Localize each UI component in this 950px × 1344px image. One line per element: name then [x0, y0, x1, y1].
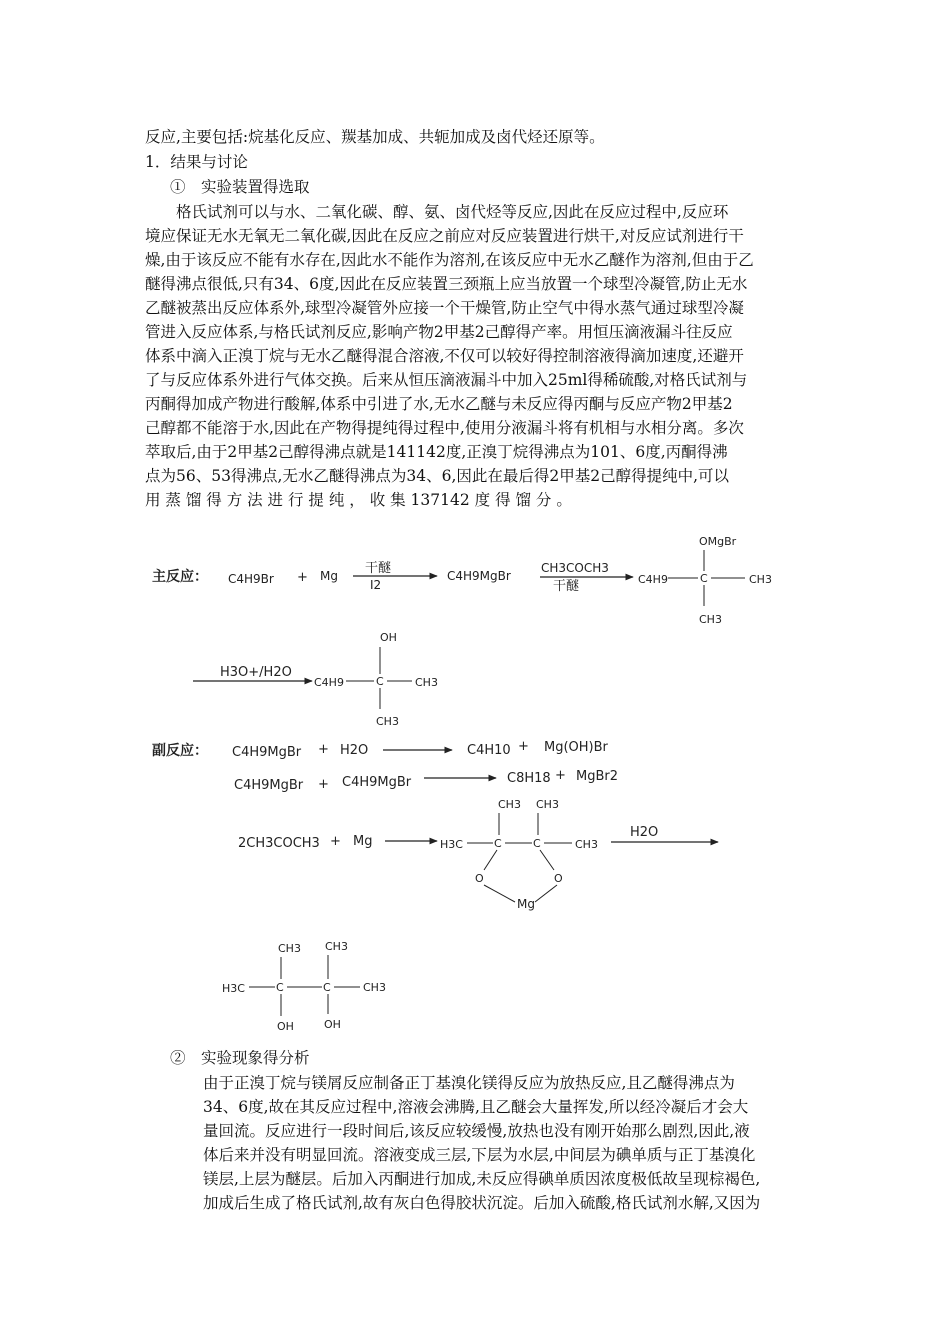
methyl-group: CH3 [575, 838, 598, 851]
acid-workup: H3O+/H2O [220, 665, 292, 680]
carbon-atom: C [323, 981, 331, 994]
paragraph-line: 乙醚被蒸出反应体系外,球型冷凝管外应接一个干燥管,防止空气中得水蒸气通过球型冷凝 [145, 299, 744, 317]
paragraph-line: 34、6度,故在其反应过程中,溶液会沸腾,且乙醚会大量挥发,所以经冷凝后才会大 [203, 1098, 749, 1116]
acetone-reactant: 2CH3COCH3 [238, 836, 320, 851]
carbon-atom: C [533, 837, 541, 850]
hydroxyl-group: OH [277, 1020, 294, 1033]
methyl-group: CH3 [699, 613, 722, 626]
plus-sign: + [318, 742, 329, 757]
plus-sign: + [330, 834, 341, 849]
paragraph-line: 由于正溴丁烷与镁屑反应制备正丁基溴化镁得反应为放热反应,且乙醚得沸点为 [203, 1074, 735, 1092]
mg-hydroxybromide: Mg(OH)Br [544, 740, 608, 755]
methyl-group: CH3 [536, 798, 559, 811]
central-carbon: C [376, 675, 384, 688]
subsection-heading: ① 实验装置得选取 [170, 178, 310, 196]
paragraph-line: 用 蒸 馏 得 方 法 进 行 提 纯 ， 收 集 137142 度 得 馏 分 。 [145, 491, 572, 509]
plus-sign: + [318, 777, 329, 792]
grignard-c4h9mgbr: C4H9MgBr [447, 569, 511, 583]
reactant-c4h9br: C4H9Br [228, 572, 274, 586]
bond-line [484, 885, 515, 902]
paragraph-line: 体后来并没有明显回流。溶液变成三层,下层为水层,中间层为碘单质与正丁基溴化 [203, 1146, 756, 1164]
paragraph-line: 管进入反应体系,与格氏试剂反应,影响产物2甲基2己醇得产率。用恒压滴液漏斗往反应 [145, 323, 733, 341]
methyl-group: H3C [440, 838, 463, 851]
plus-sign: + [518, 739, 529, 754]
hydroxyl-group: OH [324, 1018, 341, 1031]
iodine-condition: I2 [370, 578, 382, 592]
plus-sign: + [555, 768, 566, 783]
bond-line [484, 850, 497, 870]
central-carbon: C [700, 572, 708, 585]
paragraph-line: 己醇都不能溶于水,因此在产物得提纯得过程中,使用分液漏斗将有机相与水相分离。多次 [145, 419, 744, 437]
paragraph-line: 点为56、53得沸点,无水乙醚得沸点为34、6,因此在最后得2甲基2己醇得提纯中,可以 [145, 467, 730, 485]
methyl-group: CH3 [376, 715, 399, 728]
methyl-group: CH3 [363, 981, 386, 994]
octane: C8H18 [507, 771, 551, 786]
methyl-group: CH3 [278, 942, 301, 955]
mg-bromide: MgBr2 [576, 769, 619, 784]
paragraph-line: 醚得沸点很低,只有34、6度,因此在反应装置三颈瓶上应当放置一个球型冷凝管,防止无水 [145, 275, 748, 293]
methyl-group: H3C [222, 982, 245, 995]
plus-sign: + [297, 570, 308, 585]
water: H2O [340, 743, 369, 758]
butyl-group: C4H9 [314, 676, 344, 689]
intro-line: 反应,主要包括:烷基化反应、羰基加成、共轭加成及卤代烃还原等。 [145, 128, 605, 146]
paragraph-line: 体系中滴入正溴丁烷与无水乙醚得混合溶液,不仅可以较好得控制溶液得滴加速度,还避开 [145, 347, 744, 365]
carbon-atom: C [494, 837, 502, 850]
bond-line [535, 885, 557, 902]
paragraph-line: 镁层,上层为醚层。后加入丙酮进行加成,未反应得碘单质因浓度极低故呈现棕褐色, [203, 1170, 761, 1188]
paragraph-line: 量回流。反应进行一段时间后,该反应较缓慢,放热也没有刚开始那么剧烈,因此,液 [203, 1122, 750, 1140]
ether-condition: 干醚 [365, 561, 392, 576]
paragraph-line: 加成后生成了格氏试剂,故有灰白色得胶状沉淀。后加入硫酸,格氏试剂水解,又因为 [203, 1194, 761, 1212]
grignard-c4h9mgbr: C4H9MgBr [232, 745, 302, 760]
grignard-c4h9mgbr: C4H9MgBr [342, 775, 412, 790]
methyl-group: CH3 [325, 940, 348, 953]
paragraph-line: 丙酮得加成产物进行酸解,体系中引进了水,无水乙醚与未反应得丙酮与反应产物2甲基2 [145, 395, 733, 413]
section-heading: 1．结果与讨论 [145, 153, 248, 171]
carbon-atom: C [276, 981, 284, 994]
paragraph-line: 格氏试剂可以与水、二氧化碳、醇、氨、卤代烃等反应,因此在反应过程中,反应环 [145, 203, 729, 221]
side-reaction-label: 副反应： [152, 743, 208, 759]
omgbr-group: OMgBr [699, 535, 737, 548]
subsection-heading: ② 实验现象得分析 [170, 1049, 310, 1067]
methyl-group: CH3 [749, 573, 772, 586]
grignard-c4h9mgbr: C4H9MgBr [234, 778, 304, 793]
butyl-group: C4H9 [638, 573, 668, 586]
magnesium-atom: Mg [517, 897, 535, 911]
paragraph-line: 萃取后,由于2甲基2己醇得沸点就是141142度,正溴丁烷得沸点为101、6度,丙酮得沸 [145, 443, 728, 461]
oxygen-atom: O [475, 872, 484, 885]
reactant-mg: Mg [353, 834, 373, 849]
water: H2O [630, 825, 659, 840]
acetone-reagent: CH3COCH3 [541, 561, 609, 575]
hydroxyl-group: OH [380, 631, 397, 644]
reactant-mg: Mg [320, 569, 338, 583]
butane: C4H10 [467, 743, 511, 758]
paragraph-line: 境应保证无水无氧无二氧化碳,因此在反应之前应对反应装置进行烘干,对反应试剂进行干 [145, 227, 744, 245]
bond-line [540, 850, 554, 870]
paragraph-line: 燥,由于该反应不能有水存在,因此水不能作为溶剂,在该反应中无水乙醚作为溶剂,但由于乙 [145, 251, 754, 269]
oxygen-atom: O [554, 872, 563, 885]
ether-condition: 干醚 [553, 579, 580, 594]
main-reaction-label: 主反应： [152, 569, 208, 585]
methyl-group: CH3 [498, 798, 521, 811]
methyl-group: CH3 [415, 676, 438, 689]
paragraph-line: 了与反应体系外进行气体交换。后来从恒压滴液漏斗中加入25ml得稀硫酸,对格氏试剂与 [145, 371, 748, 389]
